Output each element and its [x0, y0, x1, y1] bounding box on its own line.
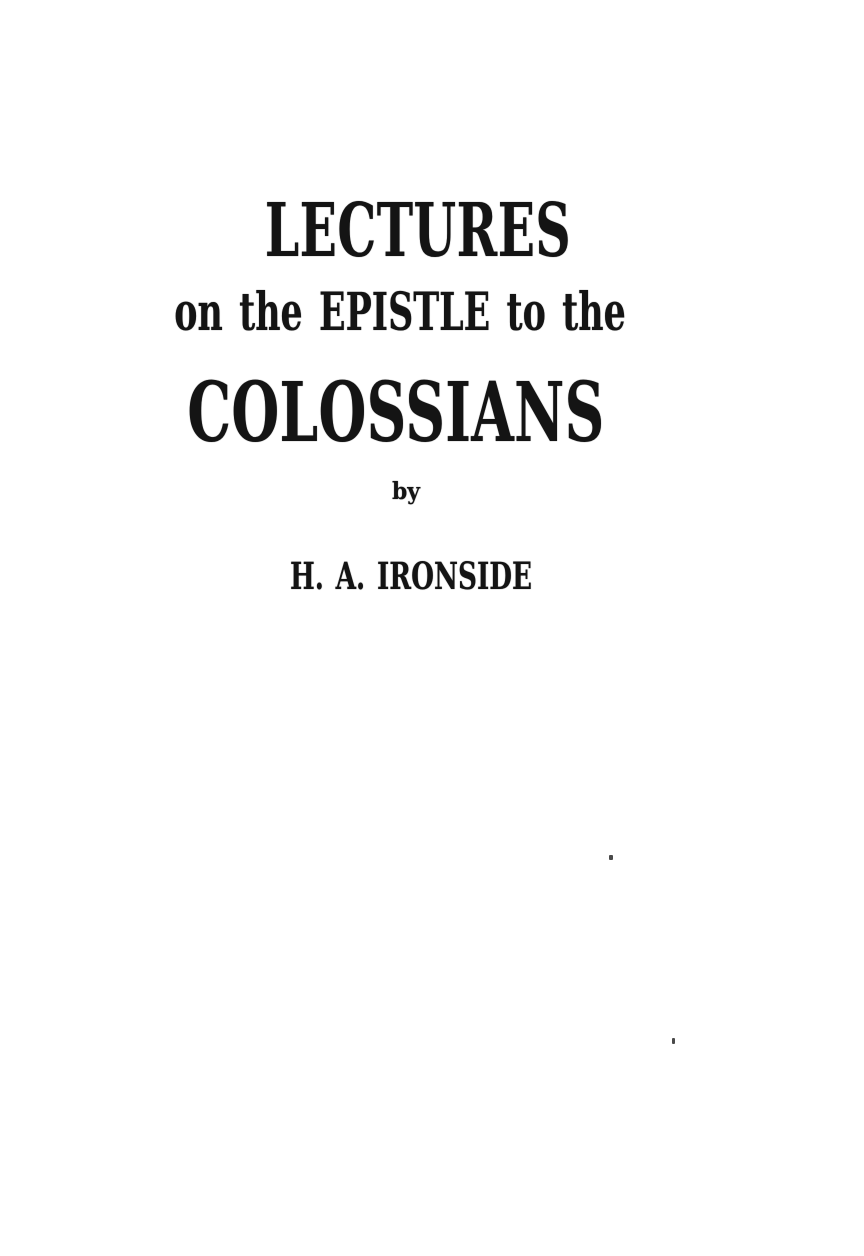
scan-speck	[672, 1038, 675, 1044]
byline-label: by	[392, 478, 420, 505]
title-line-lectures: LECTURES	[264, 188, 572, 274]
title-line-epistle: on the EPISTLE to the	[174, 282, 626, 343]
scan-speck	[609, 855, 613, 860]
title-line-colossians: COLOSSIANS	[187, 365, 605, 461]
author-name: H. A. IRONSIDE	[289, 554, 533, 598]
